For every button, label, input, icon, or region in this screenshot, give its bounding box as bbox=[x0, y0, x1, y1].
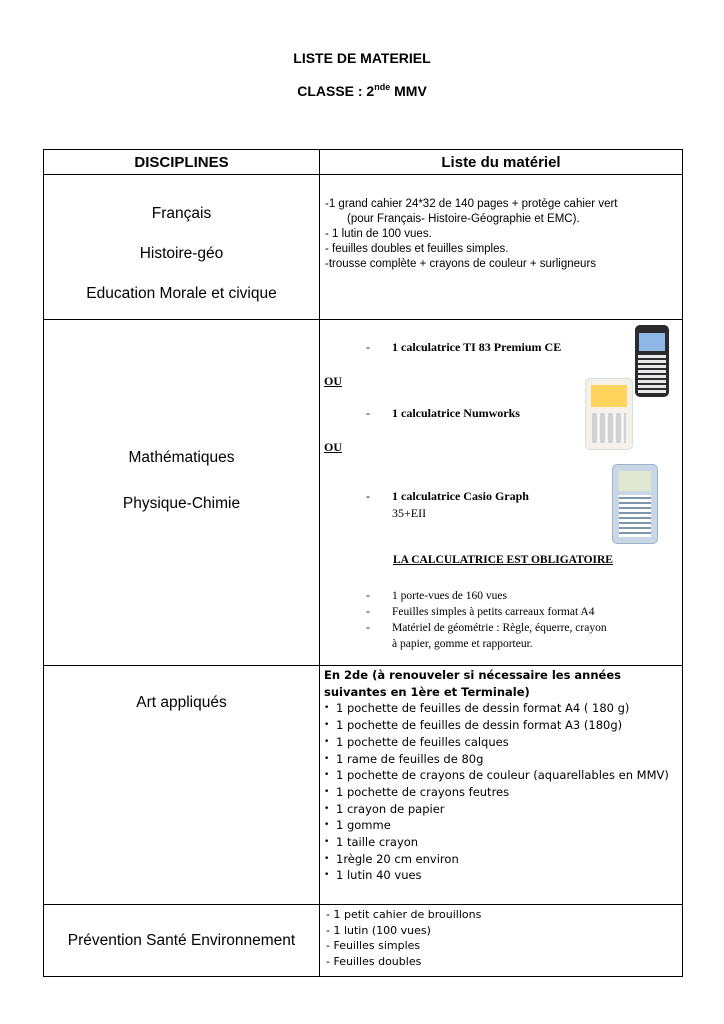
class-prefix: CLASSE : 2 bbox=[297, 83, 375, 99]
list-item: • 1 pochette de feuilles de dessin format A4 ( 180 g) bbox=[324, 700, 682, 717]
class-sup: nde bbox=[374, 82, 391, 92]
casio-calculator-icon bbox=[612, 464, 658, 544]
materials-cell bbox=[320, 175, 683, 320]
col-header-disciplines: DISCIPLINES bbox=[44, 150, 320, 175]
calc-numworks: - 1 calculatrice Numworks bbox=[366, 406, 520, 420]
discipline-francais: Français bbox=[151, 205, 212, 222]
calc-ti83: - 1 calculatrice TI 83 Premium CE bbox=[366, 340, 562, 354]
numworks-calculator-icon bbox=[585, 378, 633, 450]
ti83-calculator-icon bbox=[635, 325, 669, 397]
discipline-histoire-geo: Histoire-géo bbox=[139, 245, 224, 262]
discipline-maths: Mathématiques bbox=[128, 448, 235, 466]
list-item: - 1 lutin de 100 vues. bbox=[325, 228, 432, 240]
discipline-cell bbox=[44, 666, 320, 905]
list-item: à papier, gomme et rapporteur. bbox=[392, 638, 533, 650]
discipline-emc: Education Morale et civique bbox=[86, 285, 277, 302]
discipline-cell bbox=[44, 320, 320, 666]
discipline-physique-chimie: Physique-Chimie bbox=[122, 494, 241, 512]
list-item: - 1 porte-vues de 160 vues bbox=[366, 588, 607, 604]
or-label: OU bbox=[324, 374, 342, 388]
discipline-pse: Prévention Santé Environnement bbox=[67, 931, 296, 949]
materials-table bbox=[43, 149, 683, 977]
list-item: - 1 petit cahier de brouillons bbox=[326, 908, 482, 921]
list-item: • 1 taille crayon bbox=[324, 834, 682, 851]
list-item: • 1 rame de feuilles de 80g bbox=[324, 751, 682, 768]
list-item: - feuilles doubles et feuilles simples. bbox=[325, 243, 509, 255]
table-row bbox=[44, 175, 683, 320]
mandatory-notice: LA CALCULATRICE EST OBLIGATOIRE bbox=[393, 554, 613, 566]
table-row bbox=[44, 905, 683, 977]
materials-cell bbox=[320, 666, 683, 905]
materials-cell bbox=[320, 320, 683, 666]
math-items-list bbox=[366, 588, 607, 652]
list-item: • 1 gomme bbox=[324, 817, 682, 834]
list-item: (pour Français- Histoire-Géographie et EMC). bbox=[347, 213, 580, 225]
list-item: • 1 crayon de papier bbox=[324, 801, 682, 818]
list-item: - 1 lutin (100 vues) bbox=[326, 923, 431, 937]
class-suffix: MMV bbox=[390, 83, 427, 99]
arts-heading: En 2de (à renouveler si nécessaire les années suivantes en 1ère et Terminale) bbox=[324, 668, 621, 699]
table-header-row bbox=[44, 150, 683, 175]
list-item: • 1règle 20 cm environ bbox=[324, 851, 682, 868]
discipline-cell bbox=[44, 905, 320, 977]
list-item: • 1 pochette de crayons feutres bbox=[324, 784, 682, 801]
list-item: - Feuilles simples à petits carreaux format A4 bbox=[366, 604, 607, 620]
or-label: OU bbox=[324, 440, 342, 454]
list-item: - Feuilles doubles bbox=[326, 954, 422, 968]
col-header-materials: Liste du matériel bbox=[320, 150, 683, 175]
list-item: • 1 pochette de feuilles calques bbox=[324, 734, 682, 751]
materials-cell bbox=[320, 905, 683, 977]
calc-casio: - 1 calculatrice Casio Graph 35+EII bbox=[366, 489, 529, 520]
table-row bbox=[44, 666, 683, 905]
list-item: -trousse complète + crayons de couleur + surligneurs bbox=[325, 258, 597, 270]
list-item: • 1 lutin 40 vues bbox=[324, 867, 682, 884]
list-item: • 1 pochette de feuilles de dessin format A3 (180g) bbox=[324, 717, 682, 734]
discipline-cell bbox=[44, 175, 320, 320]
class-title bbox=[0, 82, 724, 99]
list-item: - Feuilles simples bbox=[326, 939, 421, 952]
discipline-arts: Art appliqués bbox=[136, 694, 227, 711]
table-row bbox=[44, 320, 683, 666]
list-item: -1 grand cahier 24*32 de 140 pages + protège cahier vert bbox=[325, 198, 618, 210]
list-item: - Matériel de géométrie : Règle, équerre, crayon bbox=[366, 620, 607, 636]
page-title: LISTE DE MATERIEL bbox=[293, 50, 431, 66]
list-item: • 1 pochette de crayons de couleur (aquarellables en MMV) bbox=[324, 767, 682, 784]
